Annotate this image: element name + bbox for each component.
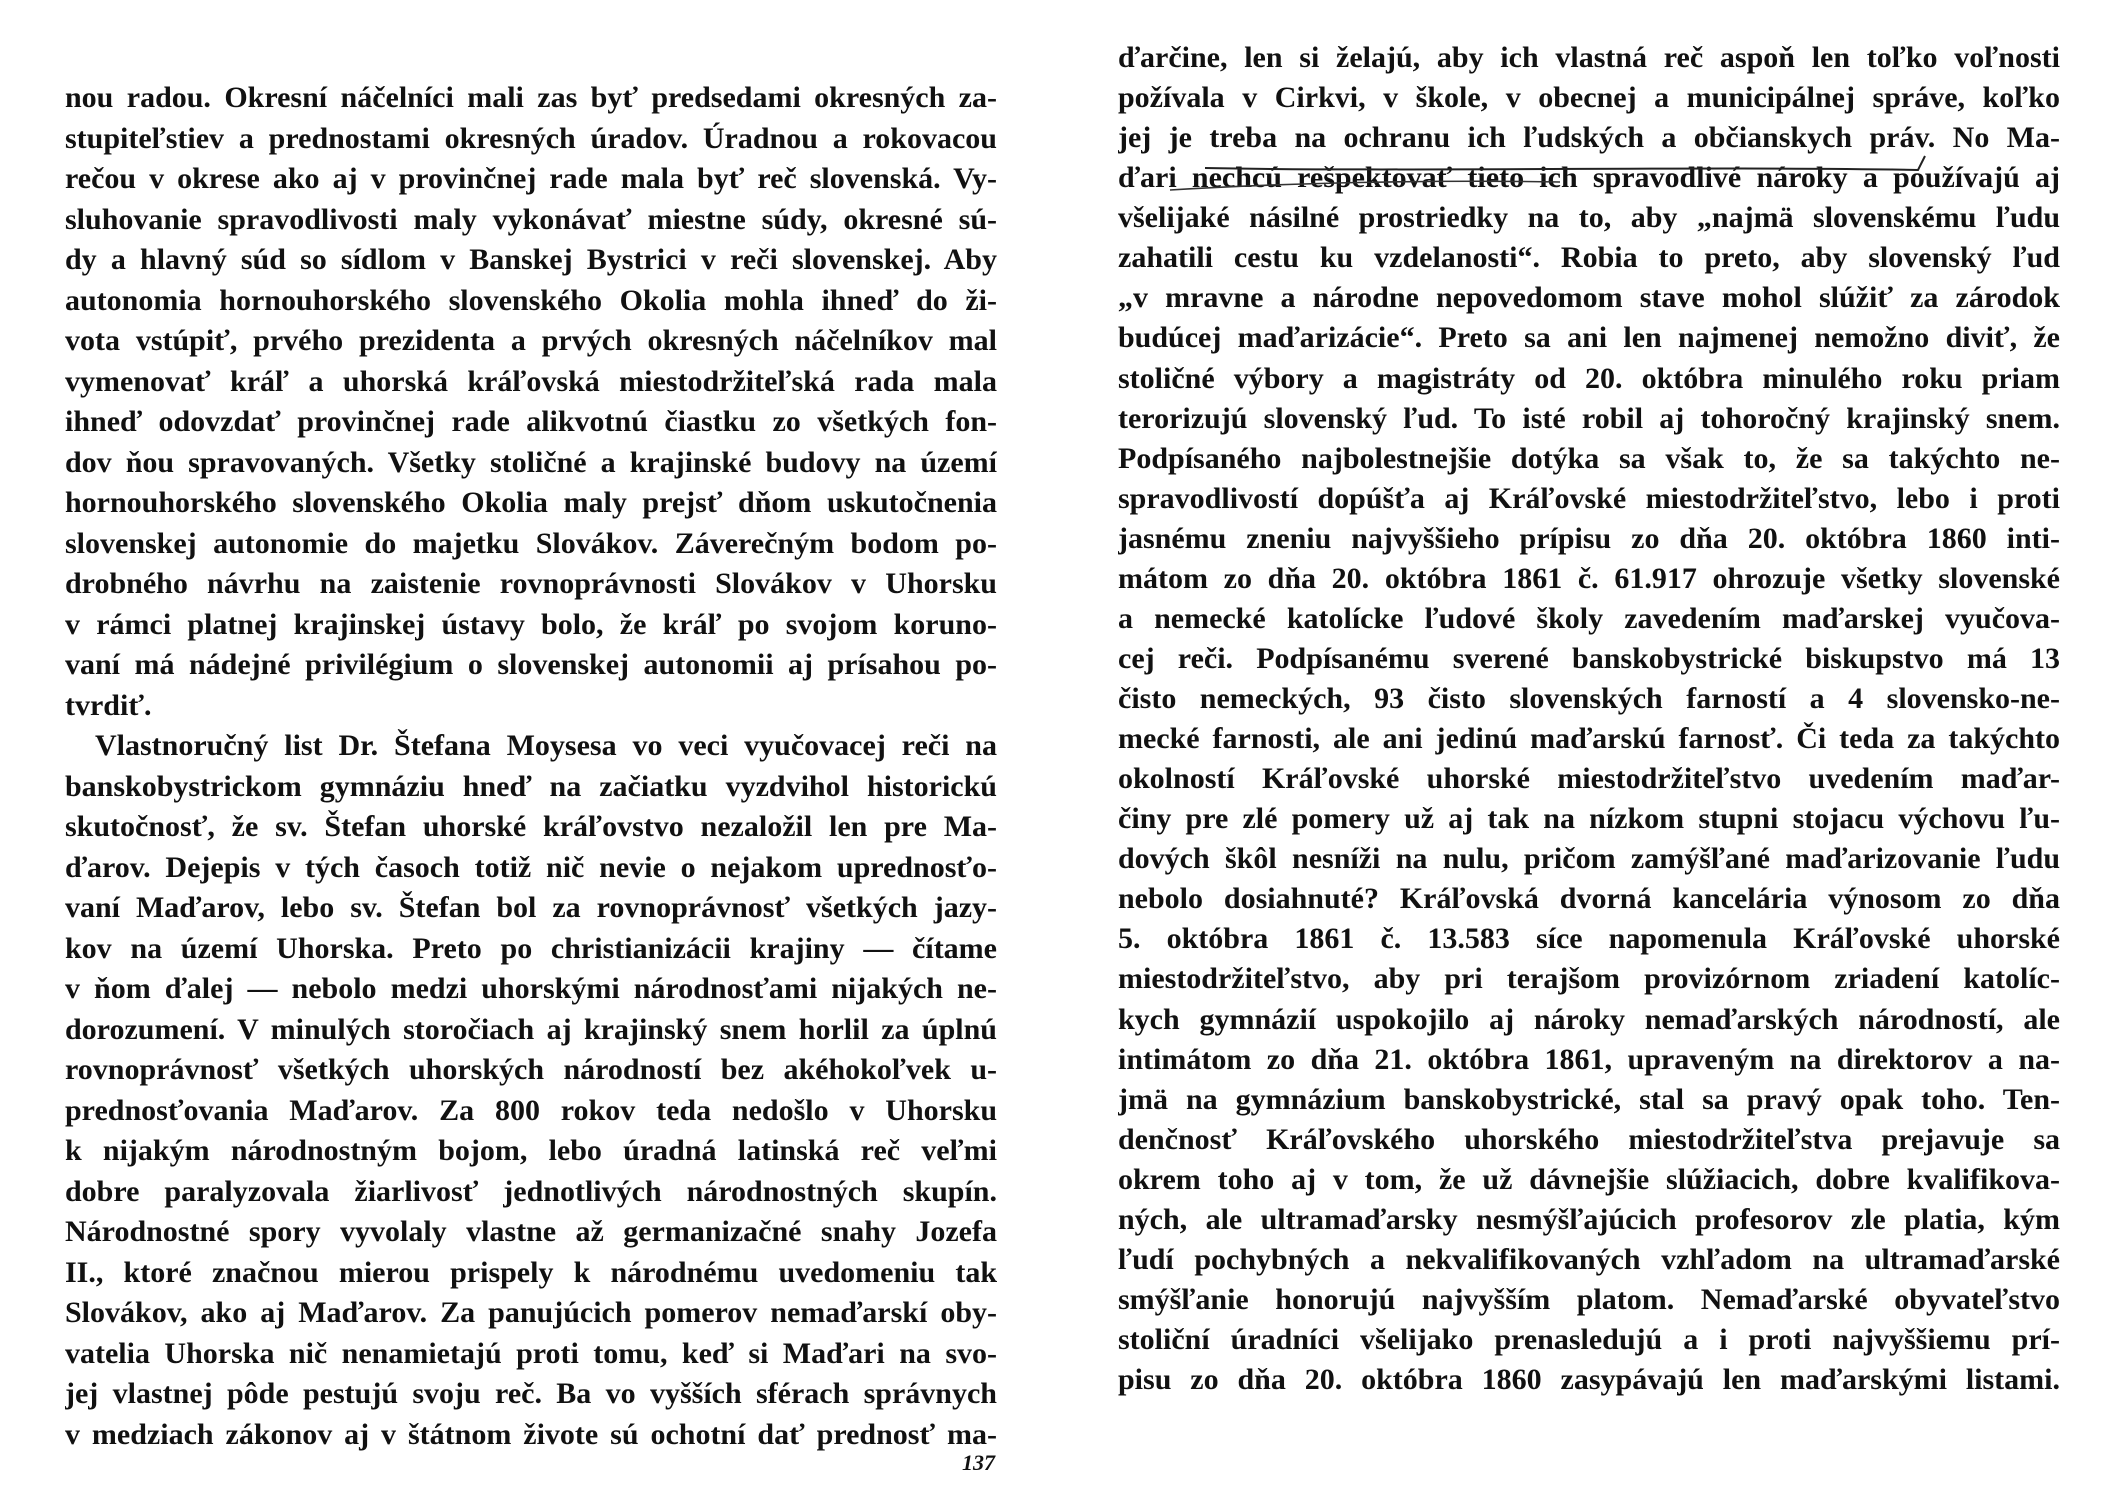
text-line: denčnosť Kráľovského uhorského miestodržiteľstva prejavuje sa [1118, 1122, 2060, 1156]
text-line: terorizujú slovenský ľud. To isté robil aj tohoročný krajinský snem. [1118, 401, 2060, 435]
text-line: všelijaké násilné prostriedky na to, aby „najmä slovenskému ľudu [1118, 201, 2060, 235]
text-line: v rámci platnej krajinskej ústavy bolo, že kráľ po svojom koruno- [65, 607, 997, 641]
text-line: Podpísaného najbolestnejšie dotýka sa však to, že sa takýchto ne- [1118, 441, 2060, 475]
text-line: stupiteľstiev a prednostami okresných úradov. Úradnou a rokovacou [65, 121, 997, 155]
text-line: k nijakým národnostným bojom, lebo úradná latinská reč veľmi [65, 1134, 997, 1167]
text-line: nou radou. Okresní náčelníci mali zas byť predsedami okresných za- [65, 81, 997, 114]
text-line: tvrdiť. [65, 688, 152, 722]
text-line: vaní Maďarov, lebo sv. Štefan bol za rovnoprávnosť všetkých jazy- [65, 891, 997, 924]
text-line: stoličné výbory a magistráty od 20. októbra minulého roku priam [1118, 361, 2060, 395]
text-line: dobre paralyzovala žiarlivosť jednotlivých národnostných skupín. [65, 1174, 997, 1208]
text-line: II., ktoré značnou mierou prispely k národnému uvedomeniu tak [65, 1255, 997, 1289]
text-line: skutočnosť, že sv. Štefan uhorské kráľovstvo nezaložil len pre Ma- [65, 810, 997, 843]
text-line: dy a hlavný súd so sídlom v Banskej Bystrici v reči slovenskej. Aby [65, 243, 997, 276]
text-line: drobného návrhu na zaistenie rovnoprávnosti Slovákov v Uhorsku [65, 567, 997, 600]
text-line: rečou v okrese ako aj v provinčnej rade mala byť reč slovenská. Vy- [65, 162, 997, 195]
text-line: hornouhorského slovenského Okolia maly prejsť dňom uskutočnenia [65, 486, 997, 519]
text-line: vota vstúpiť, prvého prezidenta a prvých okresných náčelníkov mal [65, 324, 997, 357]
text-line: smýšľanie honorujú najvyšším platom. Nemaďarské obyvateľstvo [1118, 1282, 2060, 1316]
text-line: v medziach zákonov aj v štátnom živote sú ochotní dať prednosť ma- [65, 1417, 997, 1451]
text-line: jasnému zneniu najvyššieho prípisu zo dňa 20. októbra 1860 inti- [1118, 521, 2060, 555]
text-line: jmä na gymnázium banskobystrické, stal sa pravý opak toho. Ten- [1118, 1082, 2060, 1116]
text-line: banskobystrickom gymnáziu hneď na začiatku vyzdvihol historickú [65, 769, 997, 803]
text-line: Vlastnoručný list Dr. Štefana Moysesa vo veci vyučovacej reči na [95, 729, 997, 762]
text-line: jej vlastnej pôde pestujú svoju reč. Ba vo vyšších sférach správnych [65, 1377, 997, 1410]
text-line: nebolo dosiahnuté? Kráľovská dvorná kancelária výnosom zo dňa [1118, 882, 2060, 916]
text-line: Národnostné spory vyvolaly vlastne až germanizačné snahy Jozefa [65, 1215, 997, 1248]
text-line: intimátom zo dňa 21. októbra 1861, upraveným na direktorov a na- [1118, 1042, 2060, 1076]
text-line: okolností Kráľovské uhorské miestodržiteľstvo uvedením maďar- [1118, 762, 2060, 796]
text-line: ných, ale ultramaďarsky nesmýšľajúcich profesorov zle platia, kým [1118, 1202, 2060, 1236]
text-line: kych gymnázií uspokojilo aj nároky nemaďarských národností, ale [1118, 1002, 2060, 1036]
text-line: slovenskej autonomie do majetku Slovákov. Záverečným bodom po- [65, 526, 997, 560]
text-line: dorozumení. V minulých storočiach aj krajinský snem horlil za úplnú [65, 1012, 997, 1046]
text-line: dových škôl nesníži na nulu, pričom zamýšľané maďarizovanie ľudu [1118, 842, 2060, 876]
text-line: zahatili cestu ku vzdelanosti“. Robia to preto, aby slovenský ľud [1118, 241, 2060, 275]
text-line: okrem toho aj v tom, že už dávnejšie slúžiacich, dobre kvalifikova- [1118, 1162, 2060, 1196]
text-line: pisu zo dňa 20. októbra 1860 zasypávajú len maďarskými listami. [1118, 1363, 2060, 1397]
right-page-text [1118, 38, 2060, 1400]
text-line: Slovákov, ako aj Maďarov. Za panujúcich pomerov nemaďarskí oby- [65, 1296, 997, 1329]
text-line: rovnoprávnosť všetkých uhorských národností bez akéhokoľvek u- [65, 1053, 997, 1086]
text-line: jej je treba na ochranu ich ľudských a občianskych práv. No Ma- [1118, 121, 2060, 155]
text-line: cej reči. Podpísanému sverené banskobystrické biskupstvo má 13 [1118, 641, 2060, 675]
text-line: prednosťovania Maďarov. Za 800 rokov teda nedošlo v Uhorsku [65, 1093, 997, 1127]
text-line: vaní má nádejné privilégium o slovenskej autonomii aj prísahou po- [65, 648, 997, 681]
text-line: ďarov. Dejepis v tých časoch totiž nič nevie o nejakom uprednosťo- [65, 850, 997, 884]
text-line: čisto nemeckých, 93 čisto slovenských farností a 4 slovensko-ne- [1118, 682, 2060, 715]
text-line: v ňom ďalej — nebolo medzi uhorskými národnosťami nijakých ne- [65, 972, 997, 1005]
text-line: dov ňou spravovaných. Všetky stoličné a krajinské budovy na území [65, 445, 997, 479]
text-line: mátom zo dňa 20. októbra 1861 č. 61.917 ohrozuje všetky slovenské [1118, 561, 2060, 595]
text-line: ľudí pochybných a nekvalifikovaných vzhľadom na ultramaďarské [1118, 1242, 2060, 1276]
text-line: vatelia Uhorska nič nenamietajú proti tomu, keď si Maďari na svo- [65, 1336, 997, 1370]
text-line: sluhovanie spravodlivosti maly vykonávať miestne súdy, okresné sú- [65, 202, 997, 236]
page-number: 137 [962, 1450, 995, 1475]
text-line: a nemecké katolícke ľudové školy zavedením maďarskej vyučova- [1118, 601, 2060, 635]
text-line: spravodlivostí dopúšťa aj Kráľovské miestodržiteľstvo, lebo i proti [1118, 481, 2060, 515]
text-line: miestodržiteľstvo, aby pri terajšom provizórnom zriadení katolíc- [1118, 962, 2060, 996]
text-line: „v mravne a národne nepovedomom stave mohol slúžiť za zárodok [1118, 281, 2060, 315]
text-line: vymenovať kráľ a uhorská kráľovská miestodržiteľská rada mala [65, 364, 997, 398]
left-page-text [65, 78, 997, 1455]
text-line: kov na území Uhorska. Preto po christianizácii krajiny — čítame [65, 931, 997, 965]
text-line: autonomia hornouhorského slovenského Okolia mohla ihneď do ži- [65, 283, 997, 317]
text-line: činy pre zlé pomery už aj tak na nízkom stupni stojacu výchovu ľu- [1118, 802, 2060, 836]
text-line: ďarčine, len si želajú, aby ich vlastná reč aspoň len toľko voľnosti [1118, 41, 2060, 74]
text-line: ihneď odovzdať provinčnej rade alikvotnú čiastku zo všetkých fon- [65, 405, 997, 438]
text-line: stoliční úradníci všelijako prenasledujú a i proti najvyššiemu prí- [1118, 1323, 2060, 1356]
text-line: ďari nechcú rešpektovať tieto ich spravodlivé nároky a používajú aj [1118, 161, 2060, 195]
text-line: budúcej maďarizácie“. Preto sa ani len najmenej nemožno diviť, že [1118, 321, 2060, 355]
text-line: 5. októbra 1861 č. 13.583 síce napomenula Kráľovské uhorské [1118, 922, 2060, 956]
text-line: požívala v Cirkvi, v škole, v obecnej a municipálnej správe, koľko [1118, 81, 2060, 115]
text-line: mecké farnosti, ale ani jedinú maďarskú farnosť. Či teda za takýchto [1118, 722, 2060, 756]
